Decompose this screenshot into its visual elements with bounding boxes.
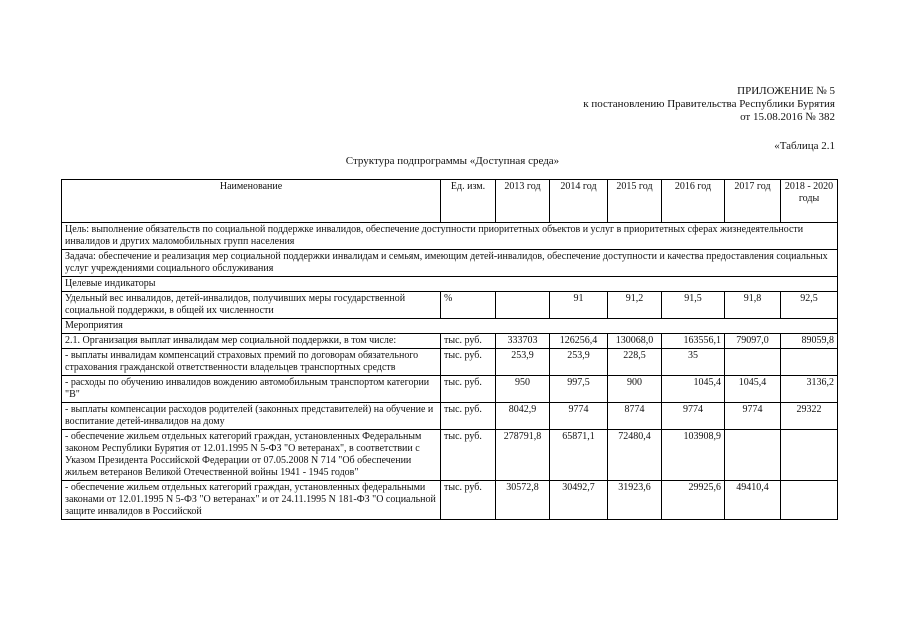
table-row <box>62 334 838 349</box>
row-unit: тыс. руб. <box>441 430 496 481</box>
appendix-title: ПРИЛОЖЕНИЕ № 5 <box>737 85 835 97</box>
row-2018-2020: 29322 <box>781 403 838 430</box>
row-name: - расходы по обучению инвалидов вождению автомобильным транспортом категории "В" <box>62 376 441 403</box>
indicator-2017: 91,8 <box>725 292 781 319</box>
table-row <box>62 481 838 520</box>
row-2014: 9774 <box>550 403 608 430</box>
row-2017: 1045,4 <box>725 376 781 403</box>
task-row <box>62 250 838 277</box>
row-2013: 333703 <box>496 334 550 349</box>
goal-text: Цель: выполнение обязательств по социальной поддержке инвалидов, обеспечение доступности приоритетных объектов и услуг в приоритетных сферах жизнедеятельности инвалидов и других маломобильных групп населения <box>62 223 838 250</box>
row-2015: 228,5 <box>608 349 662 376</box>
col-header-2014: 2014 год <box>550 180 608 223</box>
indicator-2015: 91,2 <box>608 292 662 319</box>
row-2017: 49410,4 <box>725 481 781 520</box>
table-number: «Таблица 2.1 <box>774 140 835 152</box>
row-2018-2020: 3136,2 <box>781 376 838 403</box>
col-header-name: Наименование <box>62 180 441 223</box>
row-2016: 1045,4 <box>662 376 725 403</box>
row-2015: 8774 <box>608 403 662 430</box>
row-2014: 997,5 <box>550 376 608 403</box>
row-2017: 9774 <box>725 403 781 430</box>
row-2016: 29925,6 <box>662 481 725 520</box>
row-2017 <box>725 430 781 481</box>
row-2014: 30492,7 <box>550 481 608 520</box>
row-2013: 253,9 <box>496 349 550 376</box>
row-2014: 253,9 <box>550 349 608 376</box>
row-2017: 79097,0 <box>725 334 781 349</box>
indicator-2013 <box>496 292 550 319</box>
col-header-2017: 2017 год <box>725 180 781 223</box>
row-2018-2020 <box>781 349 838 376</box>
row-name: - выплаты инвалидам компенсаций страховых премий по договорам обязательного страхования гражданской ответственности владельцев транспортных средств <box>62 349 441 376</box>
table-row <box>62 403 838 430</box>
row-name: - выплаты компенсации расходов родителей (законных представителей) на обучение и воспитание детей-инвалидов на дому <box>62 403 441 430</box>
appendix-decree: к постановлению Правительства Республики Бурятия <box>583 98 835 110</box>
row-2018-2020: 89059,8 <box>781 334 838 349</box>
row-2015: 31923,6 <box>608 481 662 520</box>
indicator-2014: 91 <box>550 292 608 319</box>
row-2016: 35 <box>662 349 725 376</box>
row-unit: тыс. руб. <box>441 349 496 376</box>
table-row <box>62 349 838 376</box>
row-2015: 900 <box>608 376 662 403</box>
subprogram-table <box>61 179 838 520</box>
activities-header-row <box>62 319 838 334</box>
row-2016: 9774 <box>662 403 725 430</box>
row-name: - обеспечение жильем отдельных категорий граждан, установленных федеральными законами от 12.01.1995 N 5-ФЗ "О ветеранах" и от 24.11.1995 N 181-ФЗ "О социальной защите инвалидов в Российской <box>62 481 441 520</box>
indicator-unit: % <box>441 292 496 319</box>
row-2014: 126256,4 <box>550 334 608 349</box>
row-unit: тыс. руб. <box>441 481 496 520</box>
col-header-2015: 2015 год <box>608 180 662 223</box>
row-2018-2020 <box>781 481 838 520</box>
row-unit: тыс. руб. <box>441 403 496 430</box>
indicators-header: Целевые индикаторы <box>62 277 838 292</box>
row-2016: 163556,1 <box>662 334 725 349</box>
col-header-2016: 2016 год <box>662 180 725 223</box>
col-header-2018-2020: 2018 - 2020 годы <box>781 180 838 223</box>
activities-header: Мероприятия <box>62 319 838 334</box>
row-2013: 30572,8 <box>496 481 550 520</box>
document-title: Структура подпрограммы «Доступная среда» <box>345 155 560 167</box>
indicator-row <box>62 292 838 319</box>
task-text: Задача: обеспечение и реализация мер социальной поддержки инвалидам и семьям, имеющим детей-инвалидов, обеспечение доступности и качества предоставления социальных услуг учреждениями социального обслуживания <box>62 250 838 277</box>
row-2013: 8042,9 <box>496 403 550 430</box>
row-2013: 950 <box>496 376 550 403</box>
row-2015: 72480,4 <box>608 430 662 481</box>
row-2018-2020 <box>781 430 838 481</box>
table-row <box>62 430 838 481</box>
col-header-unit: Ед. изм. <box>441 180 496 223</box>
table-row <box>62 376 838 403</box>
row-2017 <box>725 349 781 376</box>
indicator-2018-2020: 92,5 <box>781 292 838 319</box>
row-name: - обеспечение жильем отдельных категорий граждан, установленных Федеральным законом Республики Бурятия от 12.01.1995 N 5-ФЗ "О ветеранах", в соответствии с Указом Президента Российской Федерации от 07.05.2008 N 714 "Об обеспечении жильем ветеранов Великой Отечественной войны 1941 - 1945 годов" <box>62 430 441 481</box>
row-unit: тыс. руб. <box>441 376 496 403</box>
row-unit: тыс. руб. <box>441 334 496 349</box>
goal-row <box>62 223 838 250</box>
row-2015: 130068,0 <box>608 334 662 349</box>
indicator-2016: 91,5 <box>662 292 725 319</box>
appendix-date: от 15.08.2016 № 382 <box>740 111 835 123</box>
indicator-name: Удельный вес инвалидов, детей-инвалидов, получивших меры государственной социальной поддержки, в общей их численности <box>62 292 441 319</box>
col-header-2013: 2013 год <box>496 180 550 223</box>
row-name: 2.1. Организация выплат инвалидам мер социальной поддержки, в том числе: <box>62 334 441 349</box>
row-2013: 278791,8 <box>496 430 550 481</box>
table-header-row <box>62 180 838 223</box>
row-2016: 103908,9 <box>662 430 725 481</box>
row-2014: 65871,1 <box>550 430 608 481</box>
indicators-header-row <box>62 277 838 292</box>
